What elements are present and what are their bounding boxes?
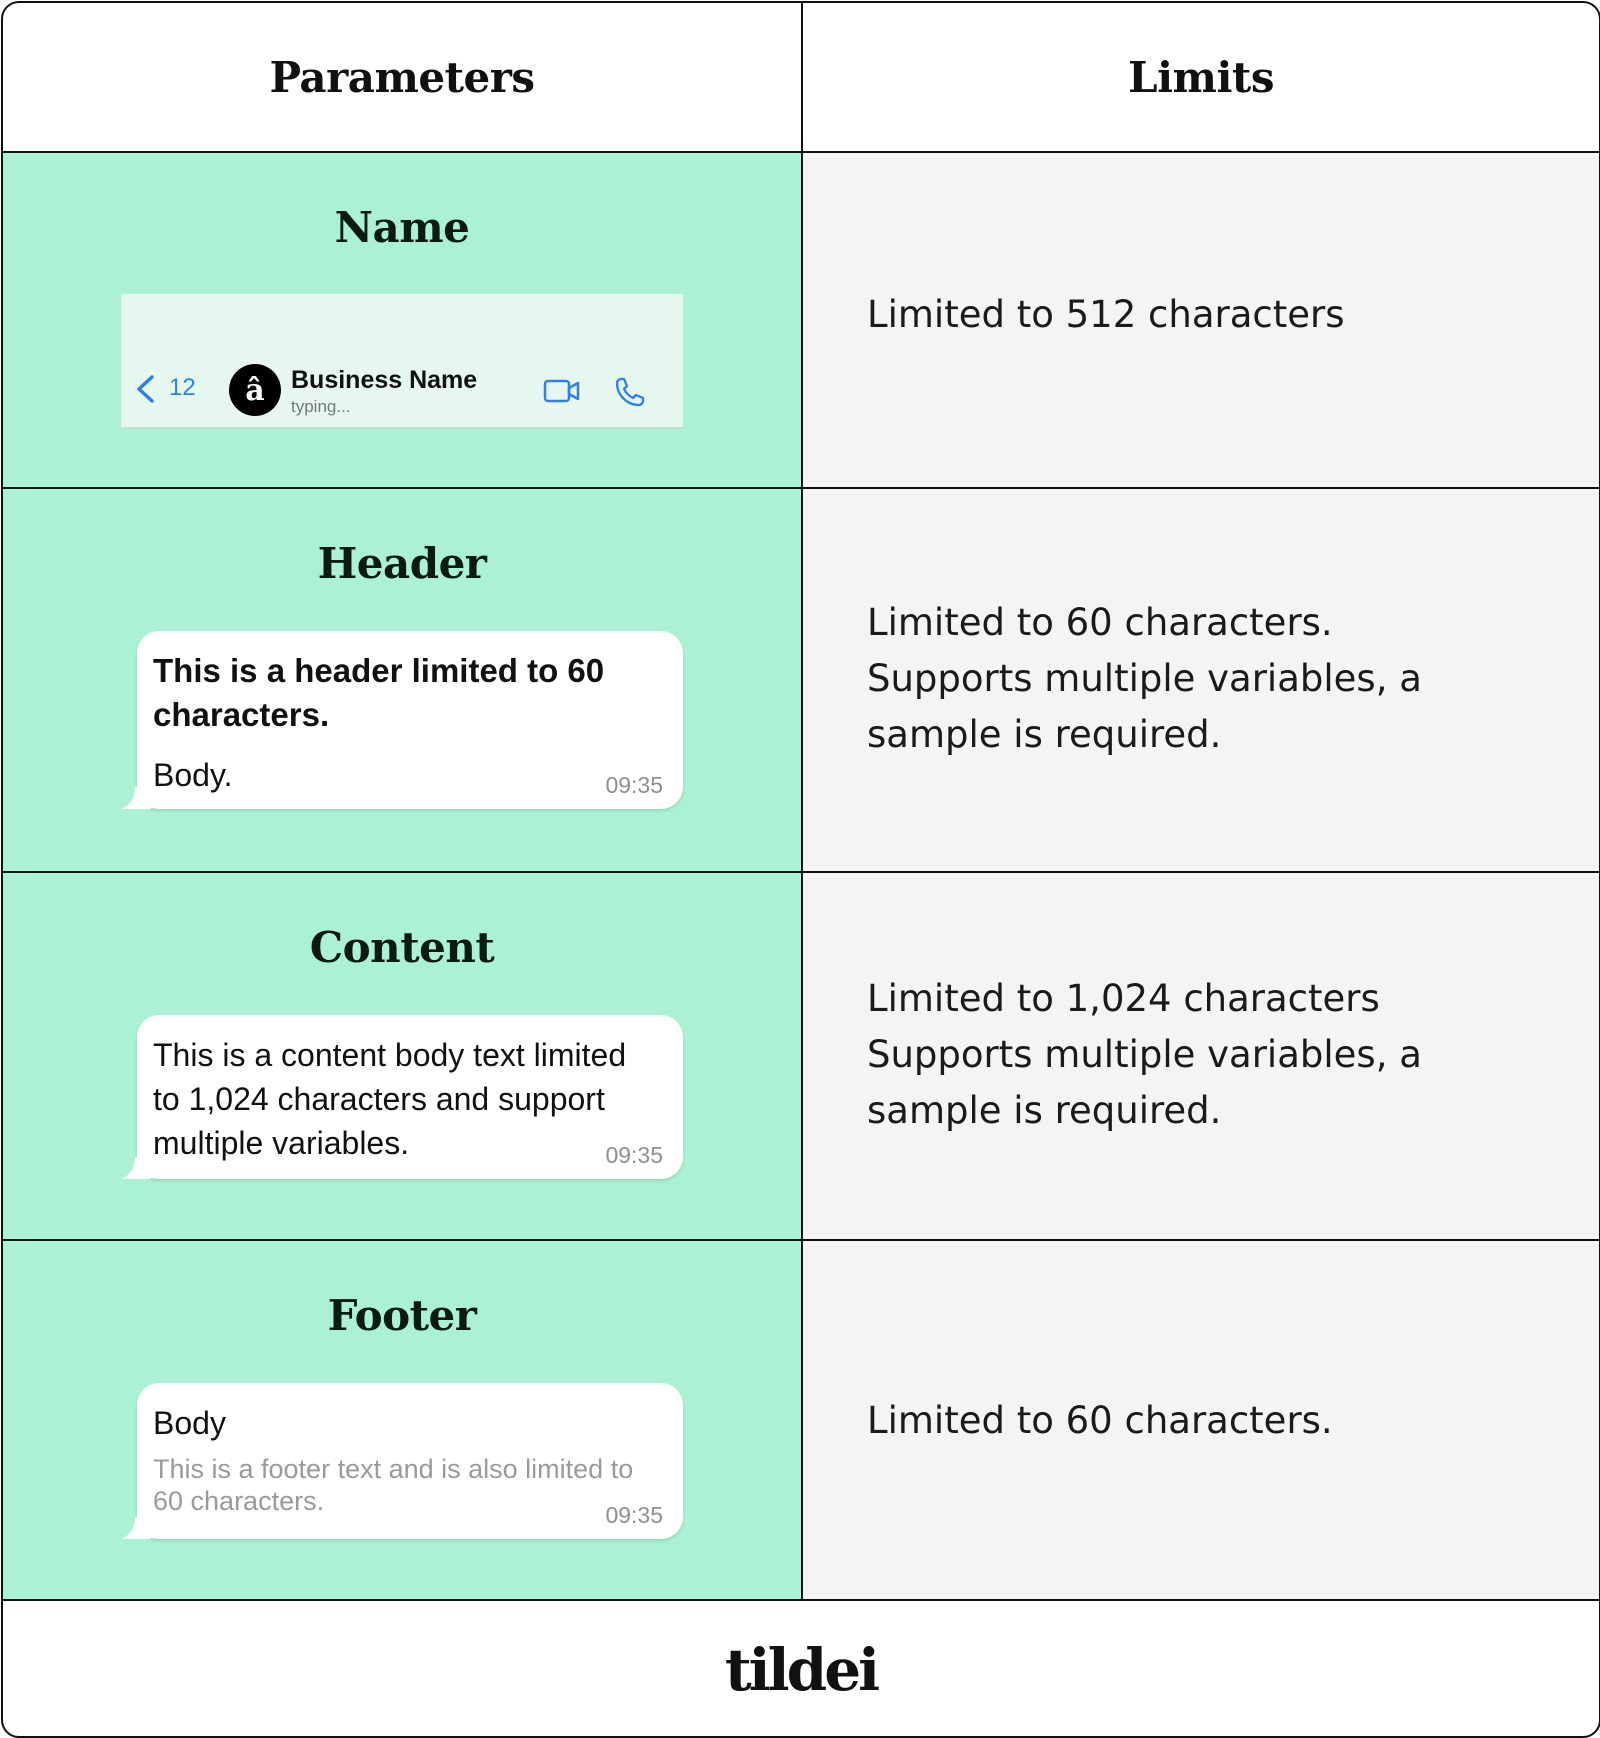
row-title-header: Header [317, 539, 487, 588]
row-divider [3, 151, 1599, 153]
avatar: â [229, 364, 281, 416]
bubble-header-text: This is a header limited to 60 characters. [153, 652, 605, 733]
header-message-bubble [137, 631, 683, 809]
row-header-limit [803, 489, 1599, 871]
row-divider [3, 871, 1599, 873]
unread-count: 12 [169, 374, 196, 401]
limit-text-content: Limited to 1,024 characters Supports multiple variables, a sample is required. [867, 977, 1422, 1132]
row-footer-parameter [3, 1241, 801, 1599]
column-header-limits: Limits [1128, 52, 1274, 102]
row-divider [3, 487, 1599, 489]
limit-text-footer: Limited to 60 characters. [867, 1399, 1333, 1442]
bubble-footer-text: This is a footer text and is also limited to 60 characters. [153, 1454, 634, 1516]
business-name: Business Name [291, 366, 478, 394]
row-title-name: Name [334, 203, 470, 252]
comparison-table [1, 1, 1600, 1738]
brand-logo: tildei [724, 1636, 878, 1704]
row-title-footer: Footer [327, 1291, 477, 1340]
bubble-tail [121, 787, 151, 809]
limit-text-name: Limited to 512 characters [867, 293, 1345, 336]
phone-icon [614, 376, 646, 408]
row-name-parameter [3, 153, 801, 487]
message-timestamp: 09:35 [605, 1502, 663, 1528]
column-divider [801, 3, 803, 1599]
row-content-limit [803, 873, 1599, 1239]
bubble-body-text: Body. [153, 757, 233, 793]
row-title-content: Content [309, 923, 495, 972]
message-timestamp: 09:35 [605, 1142, 663, 1168]
chevron-left-icon [133, 374, 159, 404]
typing-status: typing... [291, 397, 351, 416]
column-header-parameters: Parameters [269, 52, 535, 102]
row-name-limit [803, 153, 1599, 487]
bubble-tail [121, 1157, 151, 1179]
bubble-body-text: Body [153, 1405, 226, 1441]
limit-text-header: Limited to 60 characters. Supports multiple variables, a sample is required. [867, 601, 1422, 756]
footer-message-bubble [137, 1383, 683, 1539]
row-divider [3, 1239, 1599, 1241]
message-timestamp: 09:35 [605, 772, 663, 798]
chat-header-preview [121, 294, 683, 429]
bubble-content-text: This is a content body text limited to 1,024 characters and support multiple variables. [153, 1037, 627, 1161]
bubble-tail [121, 1517, 151, 1539]
content-message-bubble [137, 1015, 683, 1179]
video-camera-icon [543, 378, 581, 404]
row-footer-limit [803, 1241, 1599, 1599]
header-cell-limits [803, 3, 1599, 151]
header-cell-parameters [3, 3, 801, 151]
row-content-parameter [3, 873, 801, 1239]
row-header-parameter [3, 489, 801, 871]
